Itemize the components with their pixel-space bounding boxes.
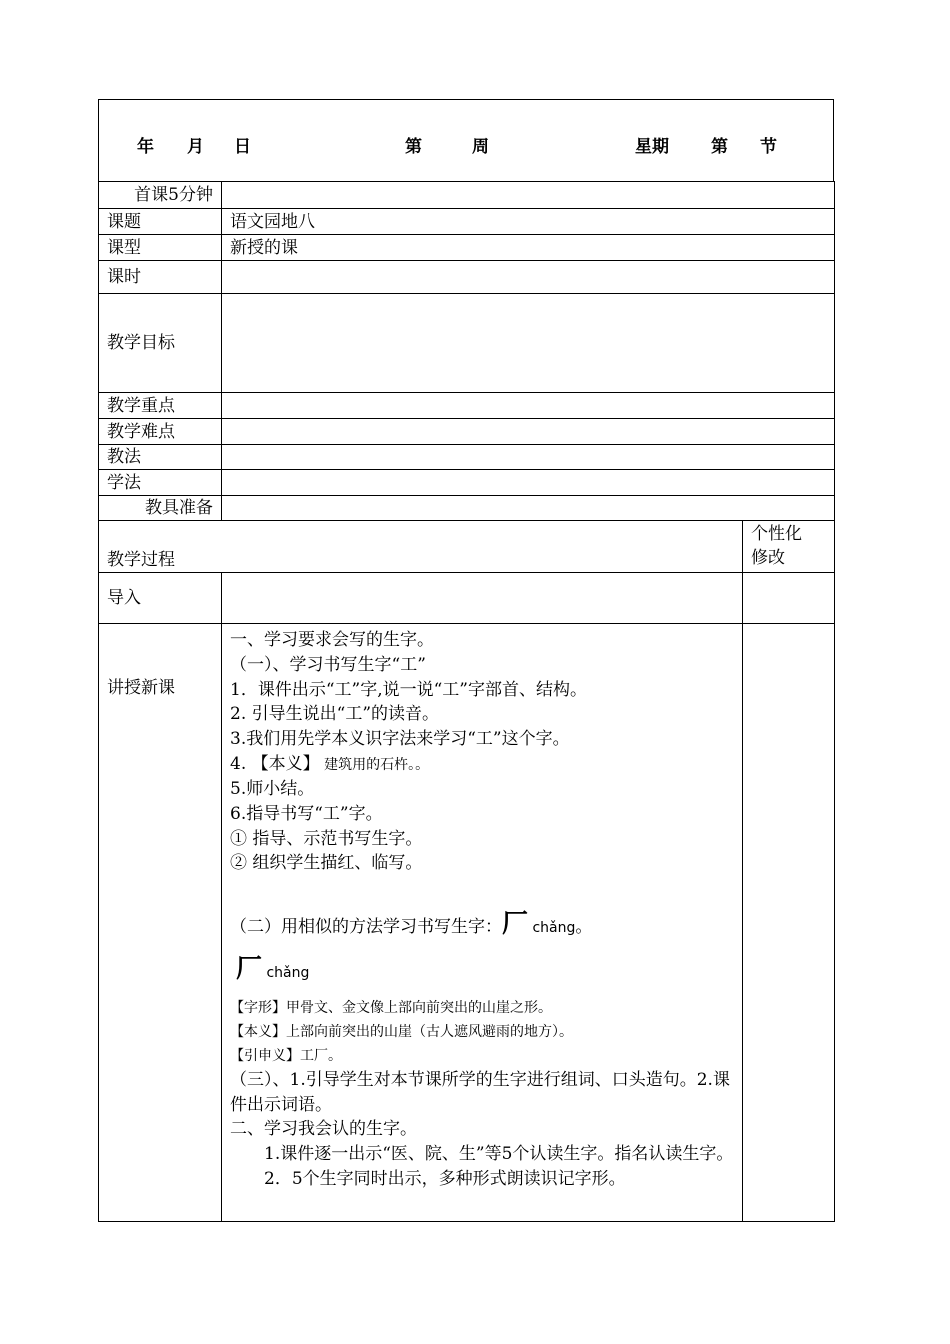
custom-label-line2: 修改 — [751, 548, 785, 568]
new-lesson-row — [99, 624, 835, 1222]
intro-value[interactable] — [222, 573, 743, 624]
tools-row — [99, 496, 835, 521]
content-line — [230, 752, 734, 777]
topic-label: 课题 — [99, 209, 222, 235]
process-header-row — [99, 521, 835, 573]
warmup-label: 首课5分钟 — [99, 182, 222, 209]
content-line: 1.课件逐一出示“医、院、生”等5个认读生字。指名认读生字。 — [264, 1144, 734, 1165]
tools-label: 教具准备 — [99, 496, 222, 521]
content-line-b: 建筑用的石杵。。 — [319, 756, 430, 773]
new-lesson-custom[interactable] — [743, 624, 835, 1222]
learning-method-label: 学法 — [99, 470, 222, 496]
period-di-label: 第 — [711, 137, 728, 157]
char-glyph: 厂 — [502, 909, 529, 940]
month-label: 月 — [187, 137, 204, 157]
content-line: ① 指导、示范书写生字。 — [230, 828, 423, 849]
year-label: 年 — [137, 137, 154, 157]
teaching-method-value[interactable] — [222, 445, 835, 470]
new-lesson-label: 讲授新课 — [99, 624, 222, 1222]
warmup-value[interactable] — [222, 182, 835, 209]
day-label: 日 — [234, 137, 251, 157]
content-line-a: （二）用相似的方法学习书写生字： — [230, 917, 502, 938]
teaching-method-row — [99, 445, 835, 470]
content-line: 【本义】上部向前突出的山崖（古人遮风避雨的地方）。 — [230, 1023, 573, 1040]
difficulties-label: 教学难点 — [99, 419, 222, 445]
content-line: ② 组织学生描红、临写。 — [230, 853, 423, 874]
key-points-value[interactable] — [222, 393, 835, 419]
content-line-end: 。 — [575, 917, 593, 938]
goals-value[interactable] — [222, 294, 835, 393]
content-line: 3.我们用先学本义识字法来学习“工”这个字。 — [230, 729, 570, 750]
content-line: 5.师小结。 — [230, 778, 315, 799]
topic-value[interactable]: 语文园地八 — [222, 209, 835, 235]
content-line — [230, 909, 734, 941]
hours-value[interactable] — [222, 261, 835, 294]
content-line: （三）、1.引导学生对本节课所学的生字进行组词、口头造句。2.课件出示词语。 — [230, 1069, 730, 1115]
new-lesson-content — [222, 624, 743, 1222]
type-value[interactable]: 新授的课 — [222, 235, 835, 261]
content-line: 二、学习我会认的生字。 — [230, 1119, 417, 1140]
learning-method-value[interactable] — [222, 470, 835, 496]
week-di-label: 第 — [405, 137, 422, 157]
topic-row — [99, 209, 835, 235]
difficulties-row — [99, 419, 835, 445]
content-line: 2. 引导生说出“工”的读音。 — [230, 704, 440, 725]
lesson-plan — [98, 99, 834, 1222]
content-line: 【字形】甲骨文、金文像上部向前突出的山崖之形。 — [230, 999, 552, 1016]
pinyin: chǎng — [262, 964, 310, 981]
content-line: 一、学习要求会写的生字。 — [230, 630, 434, 650]
content-line: 6.指导书写“工”字。 — [230, 803, 383, 824]
hours-label: 课时 — [99, 261, 222, 294]
intro-row — [99, 573, 835, 624]
goals-row — [99, 294, 835, 393]
custom-label-line1: 个性化 — [751, 524, 802, 544]
process-label: 教学过程 — [99, 521, 743, 573]
intro-custom[interactable] — [743, 573, 835, 624]
content-line: 1．课件出示“工”字,说一说“工”字部首、结构。 — [230, 679, 587, 700]
intro-label: 导入 — [99, 573, 222, 624]
key-points-label: 教学重点 — [99, 393, 222, 419]
teaching-method-label: 教法 — [99, 445, 222, 470]
type-label: 课型 — [99, 235, 222, 261]
pinyin: chǎng — [528, 920, 576, 937]
content-line: 2．5个生字同时出示，多种形式朗读识记字形。 — [264, 1168, 626, 1189]
learning-method-row — [99, 470, 835, 496]
date-header — [98, 99, 834, 181]
lesson-table — [98, 181, 835, 1222]
hours-row — [99, 261, 835, 294]
content-line-a: 4. 【本义】 — [230, 753, 320, 774]
type-row — [99, 235, 835, 261]
goals-label: 教学目标 — [99, 294, 222, 393]
warmup-row — [99, 182, 835, 209]
weekday-label: 星期 — [635, 137, 669, 157]
period-jie-label: 节 — [760, 137, 777, 157]
char-glyph: 厂 — [236, 953, 263, 984]
content-line — [230, 953, 734, 986]
difficulties-value[interactable] — [222, 419, 835, 445]
key-points-row — [99, 393, 835, 419]
tools-value[interactable] — [222, 496, 835, 521]
content-line: 【引申义】工厂。 — [230, 1047, 342, 1064]
week-zhou-label: 周 — [472, 137, 489, 157]
content-line: （一）、学习书写生字“工” — [230, 654, 426, 675]
custom-column-header — [743, 521, 835, 573]
